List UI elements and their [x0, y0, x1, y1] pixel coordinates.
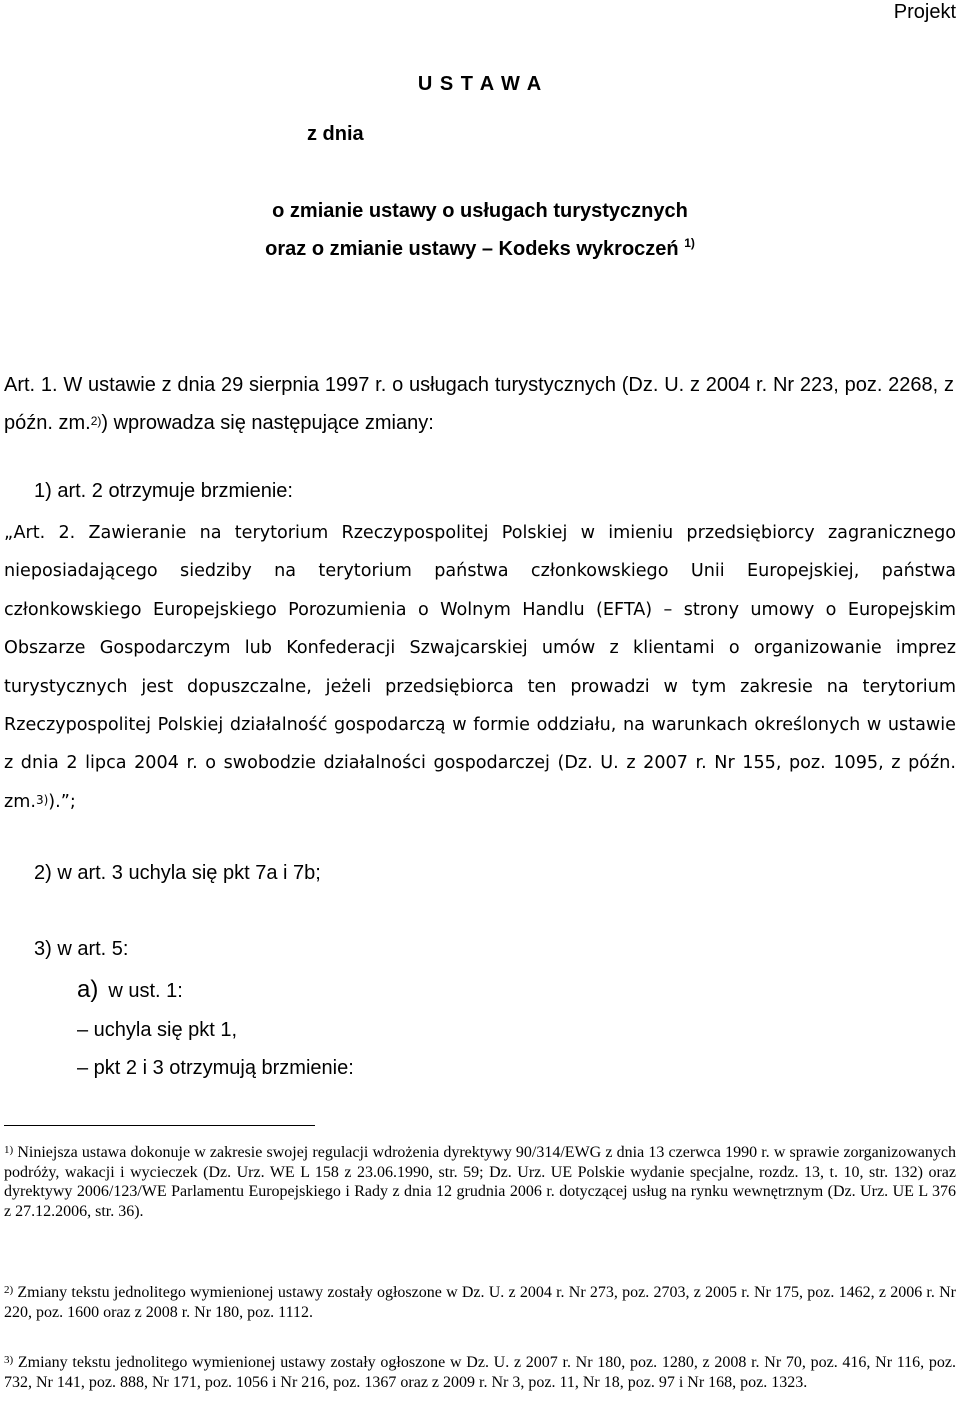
article-2-quote: [4, 514, 956, 821]
list-item-3: 3) w art. 5:: [34, 938, 129, 960]
subtitle-line-2-text: oraz o zmianie ustawy – Kodeks wykroczeń: [265, 238, 679, 260]
article-1-text: Art. 1. W ustawie z dnia 29 sierpnia 1997 r. o usługach turystycznych (Dz. U. z 2004 r. Nr 223, poz. 2268, z późn. zm.: [4, 374, 954, 434]
article-1-text-end: ) wprowadza się następujące zmiany:: [101, 412, 434, 434]
date-line: z dnia: [307, 123, 364, 145]
list-item-2: 2) w art. 3 uchyla się pkt 7a i 7b;: [34, 862, 321, 884]
sub-item-a: [77, 978, 183, 1003]
subtitle-line-2: [0, 238, 960, 261]
sub-item-a-letter: a): [77, 976, 99, 1003]
footnote-1-text: Niniejsza ustawa dokonuje w zakresie swojej regulacji wdrożenia dyrektywy 90/314/EWG z dnia 13 czerwca 1990 r. w sprawie zorganizowanych podróży, wakacji i wycieczek (Dz. Urz. WE L 158 z 23.06.1990, str. 59; Dz. Urz. UE Polskie wydanie specjalne, rozdz. 13, t. 10, str. 132) oraz dyrektywy 2006/123/WE Parlamentu Europejskiego i Rady z dnia 12 grudnia 2006 r. dotyczącej usług na rynku wewnętrznym (Dz. Urz. UE L 376 z 27.12.2006, str. 36).: [4, 1144, 956, 1220]
article-1: [4, 366, 954, 442]
footnote-2-text: Zmiany tekstu jednolitego wymienionej ustawy zostały ogłoszone w Dz. U. z 2004 r. Nr 273, poz. 2703, z 2005 r. Nr 175, poz. 1462, z 2006 r. Nr 220, poz. 1600 oraz z 2008 r. Nr 180, poz. 1112.: [4, 1284, 956, 1321]
footnote-2: [4, 1283, 956, 1322]
list-item-1: 1) art. 2 otrzymuje brzmienie:: [34, 480, 293, 502]
footnote-ref-2[interactable]: 2): [90, 414, 102, 428]
article-2-text: „Art. 2. Zawieranie na terytorium Rzeczypospolitej Polskiej w imieniu przedsiębiorcy zagranicznego nieposiadającego siedziby na terytorium państwa członkowskiego Unii Europejskiej, państwa członkowskiego Europejskiego Porozumienia o Wolnym Handlu (EFTA) – strony umowy o Europejskim Obszarze Gospodarczym lub Konfederacji Szwajcarskiej umów z klientami o organizowanie imprez turystycznych jest dopuszczalne, jeżeli przedsiębiorca ten prowadzi w tym zakresie na terytorium Rzeczypospolitej Polskiej działalność gospodarczą w formie oddziału, na warunkach określonych w ustawie z dnia 2 lipca 2004 r. o swobodzie działalności gospodarczej (Dz. U. z 2007 r. Nr 155, poz. 1095, z późn. zm.: [4, 523, 956, 812]
footnote-1-number: 1): [4, 1144, 14, 1156]
dash-item-2: – pkt 2 i 3 otrzymują brzmienie:: [77, 1057, 354, 1079]
article-2-text-end: ).”;: [48, 791, 76, 812]
draft-label: Projekt: [893, 1, 956, 23]
subtitle-line-1: o zmianie ustawy o usługach turystycznych: [272, 200, 688, 222]
footnote-separator: [4, 1125, 315, 1126]
footnote-3-number: 3): [4, 1354, 14, 1366]
footnote-1: [4, 1143, 956, 1221]
dash-item-1: – uchyla się pkt 1,: [77, 1019, 238, 1041]
footnote-3: [4, 1353, 956, 1392]
footnote-ref-1[interactable]: 1): [684, 236, 695, 250]
footnote-2-number: 2): [4, 1284, 14, 1296]
footnote-ref-3[interactable]: 3): [35, 792, 49, 807]
footnote-3-text: Zmiany tekstu jednolitego wymienionej ustawy zostały ogłoszone w Dz. U. z 2007 r. Nr 180, poz. 1280, z 2008 r. Nr 70, poz. 416, Nr 116, poz. 732, Nr 141, poz. 888, Nr 171, poz. 1056 i Nr 216, poz. 1367 oraz z 2009 r. Nr 3, poz. 11, Nr 18, poz. 97 i Nr 168, poz. 1323.: [4, 1354, 956, 1391]
sub-item-a-text: w ust. 1:: [108, 980, 183, 1002]
document-title: U S T A W A: [417, 73, 543, 95]
